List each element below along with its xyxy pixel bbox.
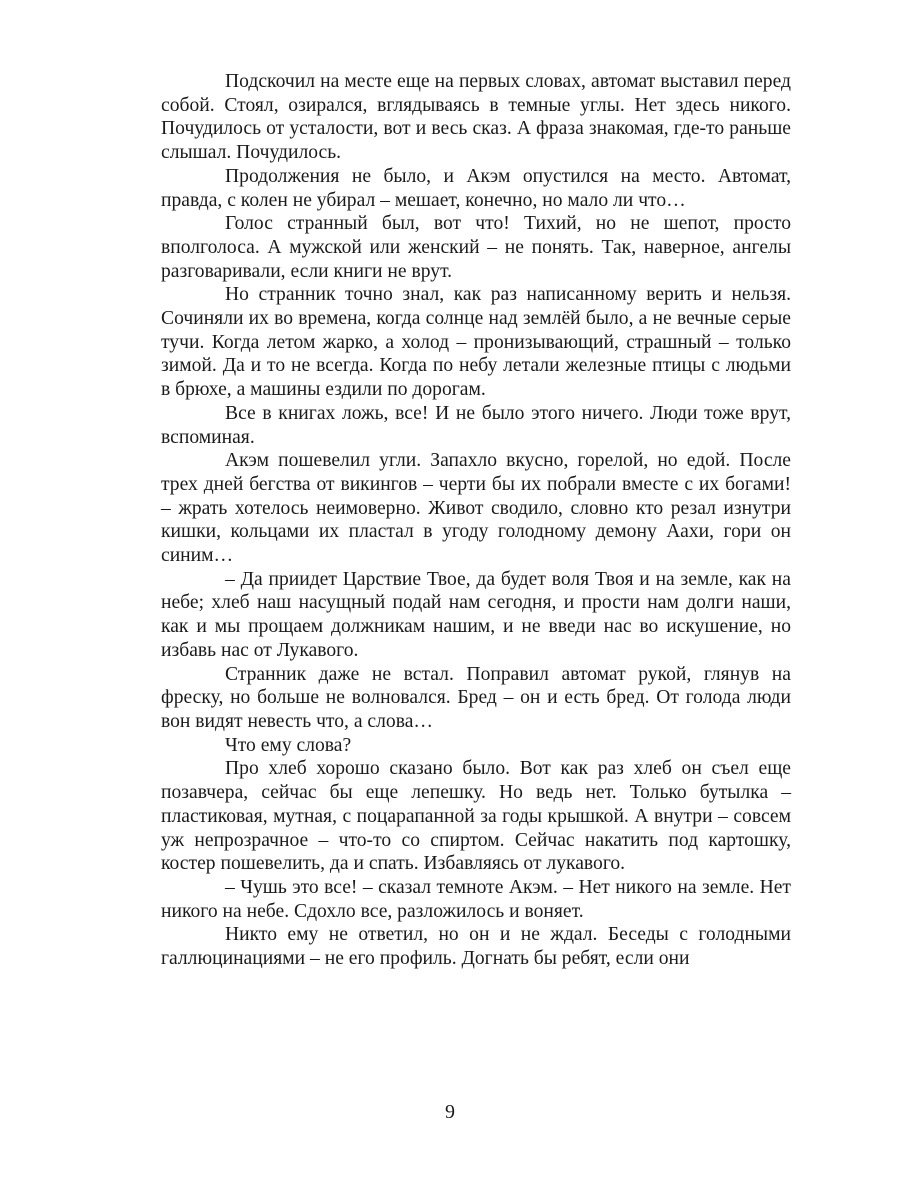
paragraph-10: Про хлеб хорошо сказано было. Вот как раз хлеб он съел еще позавчера, сейчас бы еще лепешку. Но ведь нет. Только бутылка – пластиковая, мутная, с поцарапанной за годы крышкой. А внутри – совсем уж непрозрачное – что-то со спиртом. Сейчас накатить под картошку, костер пошевелить, да и спать. Избавляясь от лукавого.: [161, 758, 791, 875]
paragraph-12: Никто ему не ответил, но он и не ждал. Беседы с голодными галлюцинациями – не его профиль. Догнать бы ребят, если они: [161, 924, 791, 970]
paragraph-9: Что ему слова?: [225, 734, 352, 756]
page-number: 9: [445, 1101, 455, 1123]
paragraph-8: Странник даже не встал. Поправил автомат рукой, глянув на фреску, но больше не волновался. Бред – он и есть бред. От голода люди вон видят невесть что, а слова…: [161, 663, 791, 732]
body-text: [161, 70, 791, 971]
paragraph-5: Все в книгах ложь, все! И не было этого ничего. Люди тоже врут, вспоминая.: [161, 402, 791, 448]
paragraph-6: Акэм пошевелил угли. Запахло вкусно, горелой, но едой. После трех дней бегства от викингов – черти бы их побрали вместе с их богами! – жрать хотелось неимоверно. Живот сводило, словно кто резал изнутри кишки, кольцами их пластал в угоду голодному демону Аахи, гори он синим…: [161, 450, 791, 567]
paragraph-2: Продолжения не было, и Акэм опустился на место. Автомат, правда, с колен не убирал – мешает, конечно, но мало ли что…: [161, 165, 791, 211]
paragraph-7: – Да приидет Царствие Твое, да будет воля Твоя и на земле, как на небе; хлеб наш насущный подай нам сегодня, и прости нам долги наши, как и мы прощаем должникам нашим, и не введи нас во искушение, но избавь нас от Лукавого.: [161, 568, 791, 661]
paragraph-1: Подскочил на месте еще на первых словах, автомат выставил перед собой. Стоял, озирался, вглядываясь в темные углы. Нет здесь никого. Почудилось от усталости, вот и весь сказ. А фраза знакомая, где-то раньше слышал. Почудилось.: [161, 71, 791, 164]
paragraph-11: – Чушь это все! – сказал темноте Акэм. – Нет никого на земле. Нет никого на небе. Сдохло все, разложилось и воняет.: [161, 876, 791, 922]
paragraph-4: Но странник точно знал, как раз написанному верить и нельзя. Сочиняли их во времена, когда солнце над землёй было, а не вечные серые тучи. Когда летом жарко, а холод – пронизывающий, страшный – только зимой. Да и то не всегда. Когда по небу летали железные птицы с людьми в брюхе, а машины ездили по дорогам.: [161, 284, 791, 401]
paragraph-3: Голос странный был, вот что! Тихий, но не шепот, просто вполголоса. А мужской или женский – не понять. Так, наверное, ангелы разговаривали, если книги не врут.: [161, 213, 791, 282]
